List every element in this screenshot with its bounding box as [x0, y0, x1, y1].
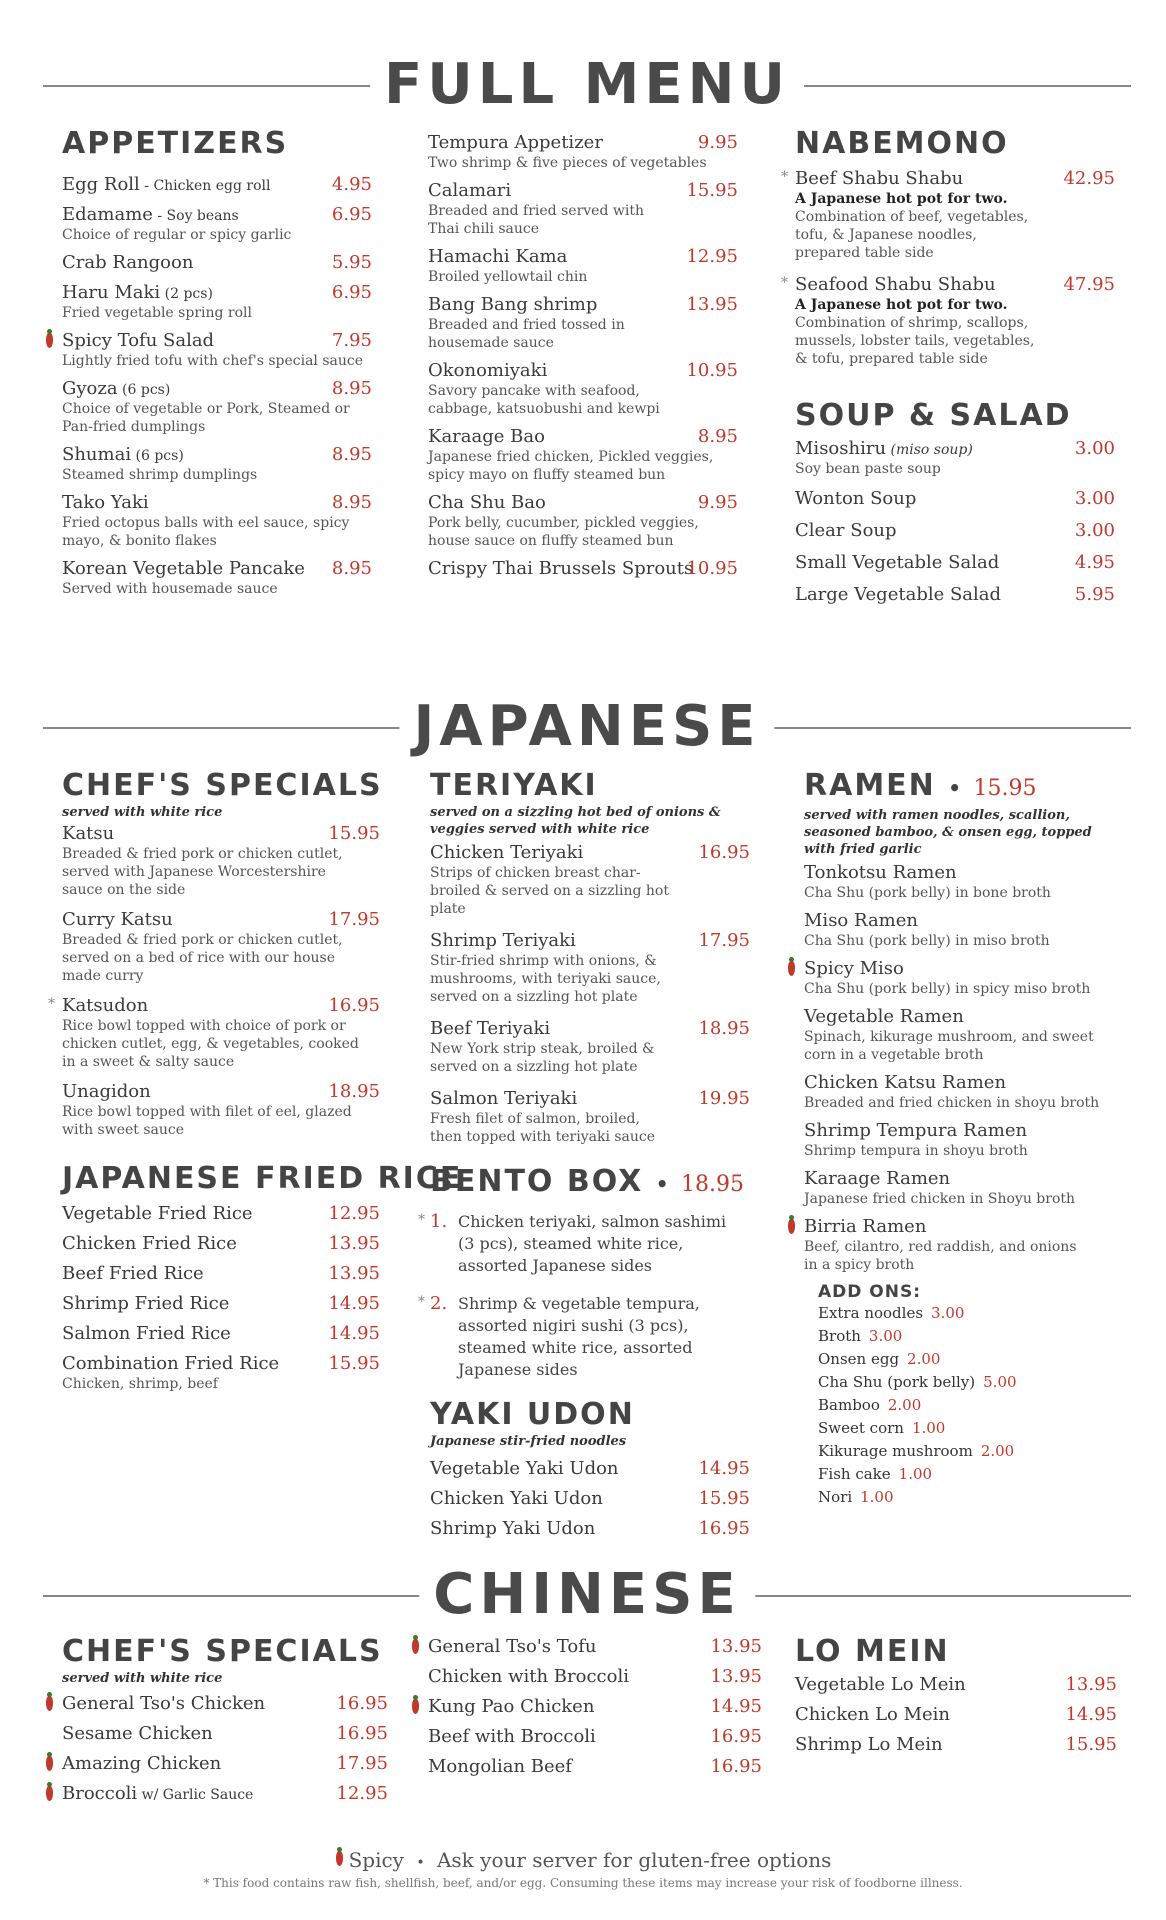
item-price: 10.95 [686, 360, 738, 381]
item-price: 17.95 [698, 930, 750, 951]
item-description: Broiled yellowtail chin [428, 269, 588, 285]
bento-number: 2. [430, 1293, 448, 1314]
item-price: 19.95 [698, 1088, 750, 1109]
item-price: 12.95 [336, 1783, 388, 1804]
bento-item [418, 1293, 750, 1381]
item-description: Pork belly, cucumber, pickled veggies, house sauce on fluffy steamed bun [428, 515, 699, 549]
item-price: 18.95 [328, 1081, 380, 1102]
menu-item: Vegetable Ramen Spinach, kikurage mushroom, and sweet corn in a vegetable broth [804, 1006, 1094, 1063]
menu-item: Vegetable Lo Mein 13.95 [795, 1674, 1117, 1695]
category-title: LO MEIN [795, 1634, 950, 1669]
item-price: 14.95 [1065, 1704, 1117, 1725]
section-title: JAPANESE [399, 692, 774, 762]
item-description: Cha Shu (pork belly) in spicy miso broth [804, 981, 1091, 997]
item-price: 12.95 [328, 1203, 380, 1224]
chili-pepper-icon [788, 1219, 795, 1234]
category-price: 15.95 [973, 776, 1037, 801]
menu-item: Karaage Bao 8.95 Japanese fried chicken, Pickled veggies, spicy mayo on fluffy steamed bun [428, 426, 738, 483]
menu-item: General Tso's Chicken 16.95 [62, 1693, 388, 1715]
menu-item: Amazing Chicken 17.95 [62, 1753, 388, 1775]
item-price: 13.95 [328, 1233, 380, 1254]
category-title: TERIYAKI [430, 768, 598, 803]
item-price: 16.95 [698, 1518, 750, 1539]
appetizers-column-2 [428, 126, 738, 580]
add-ons-list [804, 1282, 1124, 1509]
item-price: 42.95 [1063, 168, 1115, 189]
category-title: APPETIZERS [62, 126, 289, 161]
item-price: 17.95 [328, 909, 380, 930]
category-title: BENTO BOX • 18.95 [430, 1164, 744, 1199]
menu-item: Spicy Tofu Salad 7.95 Lightly fried tofu with chef's special sauce [62, 330, 372, 370]
chinese-entrees-column [428, 1636, 762, 1778]
chili-pepper-icon [336, 1851, 343, 1866]
item-price: 6.95 [331, 282, 372, 303]
menu-item: Chicken Lo Mein 14.95 [795, 1704, 1117, 1725]
item-description: Shrimp tempura in shoyu broth [804, 1143, 1028, 1159]
item-price: 8.95 [331, 444, 372, 465]
menu-item: Calamari 15.95 Breaded and fried served with Thai chili sauce [428, 180, 738, 237]
section-header-full-menu [43, 50, 1131, 120]
menu-item: Cha Shu Bao 9.95 Pork belly, cucumber, pickled veggies, house sauce on fluffy steamed bun [428, 492, 738, 549]
legend [0, 1848, 1166, 1872]
menu-item: Shrimp Tempura Ramen Shrimp tempura in shoyu broth [804, 1120, 1124, 1160]
add-on-item: Cha Shu (pork belly) 5.00 [818, 1373, 1017, 1391]
item-price: 4.95 [1074, 552, 1115, 573]
item-list [62, 174, 372, 598]
menu-item: Chicken Yaki Udon 15.95 [430, 1488, 750, 1509]
item-description: Fried vegetable spring roll [62, 305, 252, 321]
menu-item: Large Vegetable Salad 5.95 [795, 584, 1115, 605]
category-title: CHEF'S SPECIALS [62, 1634, 383, 1669]
category-subtitle: served on a sizzling hot bed of onions & veggies served with white rice [430, 805, 721, 837]
chili-pepper-icon [412, 1699, 419, 1714]
category-title: YAKI UDON [430, 1397, 635, 1432]
item-price: 3.00 [1074, 438, 1115, 459]
item-description: Combination of shrimp, scallops, mussels, lobster tails, vegetables, & tofu, prepared table side [795, 315, 1035, 367]
chili-pepper-icon [788, 961, 795, 976]
section-header-japanese [43, 692, 1131, 762]
menu-item: * Seafood Shabu Shabu 47.95 A Japanese hot pot for two. Combination of shrimp, scallops, mussels, lobster tails, vegetables, & tofu, prepared table side [781, 274, 1115, 367]
menu-item: Chicken Fried Rice 13.95 [62, 1233, 380, 1254]
menu-item: * Beef Shabu Shabu 42.95 A Japanese hot pot for two. Combination of beef, vegetables, tofu, & Japanese noodles, prepared table side [781, 168, 1115, 261]
item-description: Chicken, shrimp, beef [62, 1376, 218, 1392]
add-on-item: Bamboo 2.00 [818, 1396, 922, 1414]
item-description: Cha Shu (pork belly) in bone broth [804, 885, 1051, 901]
item-description: Breaded & fried pork or chicken cutlet, served on a bed of rice with our house made curry [62, 932, 343, 984]
menu-item: Chicken with Broccoli 13.95 [428, 1666, 762, 1687]
section-title: CHINESE [419, 1560, 755, 1630]
nabemono-column [781, 126, 1115, 606]
item-description: Rice bowl topped with choice of pork or chicken cutlet, egg, & vegetables, cooked in a sweet & salty sauce [62, 1018, 359, 1070]
item-description: Served with housemade sauce [62, 581, 278, 597]
chili-pepper-icon [46, 1786, 53, 1801]
item-price: 5.95 [331, 252, 372, 273]
item-description: Breaded and fried tossed in housemade sauce [428, 317, 625, 351]
menu-item: Shrimp Teriyaki 17.95 Stir-fried shrimp with onions, & mushrooms, with teriyaki sauce, served on a sizzling hot plate [430, 930, 750, 1005]
ramen-column [804, 768, 1124, 1509]
menu-item: Okonomiyaki 10.95 Savory pancake with seafood, cabbage, katsuobushi and kewpi [428, 360, 738, 417]
item-description: Steamed shrimp dumplings [62, 467, 258, 483]
lo-mein-column [795, 1634, 1117, 1756]
item-price: 4.95 [331, 174, 372, 195]
category-subtitle: served with white rice [62, 805, 223, 820]
menu-item: Crispy Thai Brussels Sprouts 10.95 [428, 558, 738, 579]
asterisk-icon: * [418, 1294, 425, 1310]
item-description: Japanese fried chicken, Pickled veggies, spicy mayo on fluffy steamed bun [428, 449, 714, 483]
menu-item: Beef Teriyaki 18.95 New York strip steak, broiled & served on a sizzling hot plate [430, 1018, 750, 1075]
category-title: NABEMONO [795, 126, 1009, 161]
item-price: 16.95 [328, 995, 380, 1016]
item-price: 3.00 [1074, 520, 1115, 541]
item-description: Beef, cilantro, red raddish, and onions in a spicy broth [804, 1239, 1077, 1273]
menu-item: Karaage Ramen Japanese fried chicken in Shoyu broth [804, 1168, 1124, 1208]
item-description: Rice bowl topped with filet of eel, glazed with sweet sauce [62, 1104, 352, 1138]
menu-item: Misoshiru (miso soup) 3.00 Soy bean paste soup [795, 438, 1115, 477]
category-title: RAMEN • 15.95 [804, 768, 1037, 803]
item-price: 10.95 [686, 558, 738, 579]
asterisk-icon: * [781, 169, 788, 185]
add-on-item: Onsen egg 2.00 [818, 1350, 941, 1368]
item-price: 8.95 [697, 426, 738, 447]
menu-item: Mongolian Beef 16.95 [428, 1756, 762, 1777]
menu-item: Haru Maki (2 pcs) 6.95 Fried vegetable spring roll [62, 282, 372, 321]
teriyaki-column [418, 768, 750, 1540]
menu-item: Korean Vegetable Pancake 8.95 Served with housemade sauce [62, 558, 372, 597]
menu-item: Egg Roll - Chicken egg roll 4.95 [62, 174, 372, 195]
menu-item: Chicken Teriyaki 16.95 Strips of chicken breast char-broiled & served on a sizzling hot plate [430, 842, 750, 917]
menu-item: Salmon Fried Rice 14.95 [62, 1323, 380, 1344]
add-on-item: Sweet corn 1.00 [818, 1419, 946, 1437]
item-description: Stir-fried shrimp with onions, & mushrooms, with teriyaki sauce, served on a sizzling hot plate [430, 953, 661, 1005]
add-on-item: Broth 3.00 [818, 1327, 903, 1345]
item-price: 3.00 [1074, 488, 1115, 509]
menu-item: Spicy Miso Cha Shu (pork belly) in spicy miso broth [804, 958, 1124, 998]
menu-item: Sesame Chicken 16.95 [62, 1723, 388, 1744]
asterisk-icon: * [418, 1212, 425, 1228]
item-price: 7.95 [331, 330, 372, 351]
asterisk-icon: * [48, 996, 55, 1012]
menu-item: Katsu 15.95 Breaded & fried pork or chicken cutlet, served with Japanese Worcestershire sauce on the side [62, 823, 380, 898]
spicy-label: Spicy [348, 1848, 404, 1872]
menu-item: Unagidon 18.95 Rice bowl topped with filet of eel, glazed with sweet sauce [62, 1081, 380, 1138]
bento-number: 1. [430, 1211, 448, 1232]
item-price: 9.95 [697, 492, 738, 513]
menu-item: Beef with Broccoli 16.95 [428, 1726, 762, 1747]
item-price: 18.95 [698, 1018, 750, 1039]
menu-item: Kung Pao Chicken 14.95 [428, 1696, 762, 1718]
menu-item: Shumai (6 pcs) 8.95 Steamed shrimp dumplings [62, 444, 372, 483]
category-subtitle: served with white rice [62, 1671, 223, 1686]
item-price: 14.95 [710, 1696, 762, 1717]
item-description: Breaded and fried served with Thai chili sauce [428, 203, 644, 237]
item-price: 8.95 [331, 492, 372, 513]
section-header-chinese [43, 1560, 1131, 1630]
item-price: 15.95 [698, 1488, 750, 1509]
item-description: Breaded & fried pork or chicken cutlet, served with Japanese Worcestershire sauce on the side [62, 846, 343, 898]
item-price: 15.95 [686, 180, 738, 201]
add-on-item: Nori 1.00 [818, 1488, 894, 1506]
section-title: FULL MENU [370, 50, 804, 120]
item-price: 12.95 [686, 246, 738, 267]
add-on-item: Fish cake 1.00 [818, 1465, 933, 1483]
menu-item: Chicken Katsu Ramen Breaded and fried chicken in shoyu broth [804, 1072, 1124, 1112]
item-description: Chicken teriyaki, salmon sashimi (3 pcs), steamed white rice, assorted Japanese sides [458, 1212, 727, 1275]
item-description: Breaded and fried chicken in shoyu broth [804, 1095, 1100, 1111]
category-price: 18.95 [681, 1172, 744, 1197]
item-tag: A Japanese hot pot for two. [795, 191, 1008, 207]
disclaimer: * This food contains raw fish, shellfish, beef, and/or egg. Consuming these items may increase your risk of foodborne illness. [203, 1876, 963, 1890]
item-price: 13.95 [710, 1666, 762, 1687]
item-price: 16.95 [336, 1723, 388, 1744]
item-price: 15.95 [328, 823, 380, 844]
menu-item: Clear Soup 3.00 [795, 520, 1115, 541]
item-price: 16.95 [710, 1756, 762, 1777]
item-price: 16.95 [698, 842, 750, 863]
item-price: 8.95 [331, 378, 372, 399]
chili-pepper-icon [46, 1696, 53, 1711]
item-description: Spinach, kikurage mushroom, and sweet corn in a vegetable broth [804, 1029, 1094, 1063]
menu-item: Birria Ramen Beef, cilantro, red raddish, and onions in a spicy broth [804, 1216, 1124, 1274]
item-description: Soy bean paste soup [795, 461, 941, 477]
menu-item: * Katsudon 16.95 Rice bowl topped with choice of pork or chicken cutlet, egg, & vegetables, cooked in a sweet & salty sauce [48, 995, 380, 1070]
bento-item [418, 1211, 750, 1277]
menu-item: Tempura Appetizer 9.95 Two shrimp & five pieces of vegetables [428, 132, 738, 171]
item-price: 14.95 [328, 1323, 380, 1344]
item-price: 8.95 [331, 558, 372, 579]
item-price: 13.95 [710, 1636, 762, 1657]
item-price: 14.95 [328, 1293, 380, 1314]
item-price: 13.95 [1065, 1674, 1117, 1695]
menu-item: Beef Fried Rice 13.95 [62, 1263, 380, 1284]
item-description: Savory pancake with seafood, cabbage, katsuobushi and kewpi [428, 383, 660, 417]
chili-pepper-icon [46, 1756, 53, 1771]
item-description: Shrimp & vegetable tempura, assorted nigiri sushi (3 pcs), steamed white rice, assorted Japanese sides [458, 1294, 700, 1379]
menu-item: Shrimp Yaki Udon 16.95 [430, 1518, 750, 1539]
item-description: Cha Shu (pork belly) in miso broth [804, 933, 1050, 949]
menu-item: Gyoza (6 pcs) 8.95 Choice of vegetable or Pork, Steamed or Pan-fried dumplings [62, 378, 372, 435]
item-description: Strips of chicken breast char-broiled & served on a sizzling hot plate [430, 865, 669, 917]
item-description: Lightly fried tofu with chef's special sauce [62, 353, 364, 369]
asterisk-icon: * [781, 275, 788, 291]
item-description: Fresh filet of salmon, broiled, then topped with teriyaki sauce [430, 1111, 656, 1145]
add-ons-title: ADD ONS: [818, 1282, 922, 1302]
item-description: Choice of regular or spicy garlic [62, 227, 292, 243]
menu-item: Vegetable Fried Rice 12.95 [62, 1203, 380, 1224]
menu-item: General Tso's Tofu 13.95 [428, 1636, 762, 1658]
item-description: Fried octopus balls with eel sauce, spicy mayo, & bonito flakes [62, 515, 350, 549]
menu-item: Miso Ramen Cha Shu (pork belly) in miso broth [804, 910, 1124, 950]
item-tag: A Japanese hot pot for two. [795, 297, 1008, 313]
menu-item: Edamame - Soy beans 6.95 Choice of regular or spicy garlic [62, 204, 372, 243]
item-description: Two shrimp & five pieces of vegetables [428, 155, 707, 171]
menu-item: Broccoli w/ Garlic Sauce 12.95 [62, 1783, 388, 1805]
menu-item: Small Vegetable Salad 4.95 [795, 552, 1115, 573]
item-price: 13.95 [686, 294, 738, 315]
menu-item: Shrimp Lo Mein 15.95 [795, 1734, 1117, 1755]
gluten-free-note: Ask your server for gluten-free options [436, 1848, 832, 1872]
item-description: Japanese fried chicken in Shoyu broth [804, 1191, 1076, 1207]
separator-dot: • [416, 1855, 425, 1871]
add-on-item: Extra noodles 3.00 [818, 1304, 965, 1322]
item-price: 13.95 [328, 1263, 380, 1284]
item-price: 5.95 [1074, 584, 1115, 605]
item-description: Choice of vegetable or Pork, Steamed or Pan-fried dumplings [62, 401, 350, 435]
menu-item: Hamachi Kama 12.95 Broiled yellowtail chin [428, 246, 738, 285]
category-title: JAPANESE FRIED RICE [62, 1161, 463, 1196]
category-title: SOUP & SALAD [795, 398, 1072, 433]
item-price: 17.95 [336, 1753, 388, 1774]
chili-pepper-icon [412, 1639, 419, 1654]
item-description: Combination of beef, vegetables, tofu, & Japanese noodles, prepared table side [795, 209, 1029, 261]
chili-pepper-icon [46, 333, 53, 348]
menu-item: Crab Rangoon 5.95 [62, 252, 372, 273]
item-price: 15.95 [1065, 1734, 1117, 1755]
category-subtitle: served with ramen noodles, scallion, seasoned bamboo, & onsen egg, topped with fried garlic [804, 808, 1092, 857]
menu-item: Salmon Teriyaki 19.95 Fresh filet of salmon, broiled, then topped with teriyaki sauce [430, 1088, 750, 1145]
add-on-item: Kikurage mushroom 2.00 [818, 1442, 1015, 1460]
menu-item: Tako Yaki 8.95 Fried octopus balls with eel sauce, spicy mayo, & bonito flakes [62, 492, 372, 549]
menu-item: Combination Fried Rice 15.95 Chicken, shrimp, beef [62, 1353, 380, 1392]
appetizers-column [62, 126, 372, 598]
item-price: 6.95 [331, 204, 372, 225]
item-price: 16.95 [336, 1693, 388, 1714]
menu-item: Bang Bang shrimp 13.95 Breaded and fried tossed in housemade sauce [428, 294, 738, 351]
menu-item: Wonton Soup 3.00 [795, 488, 1115, 509]
menu-item: Tonkotsu Ramen Cha Shu (pork belly) in bone broth [804, 862, 1124, 902]
menu-item: Curry Katsu 17.95 Breaded & fried pork or chicken cutlet, served on a bed of rice with our house made curry [62, 909, 380, 984]
japanese-chefs-specials-column [48, 768, 463, 1393]
item-price: 16.95 [710, 1726, 762, 1747]
category-subtitle: Japanese stir-fried noodles [430, 1434, 627, 1449]
item-price: 47.95 [1063, 274, 1115, 295]
item-description: New York strip steak, broiled & served on a sizzling hot plate [430, 1041, 655, 1075]
item-price: 9.95 [697, 132, 738, 153]
item-price: 14.95 [698, 1458, 750, 1479]
category-title: CHEF'S SPECIALS [62, 768, 383, 803]
menu-item: Shrimp Fried Rice 14.95 [62, 1293, 380, 1314]
item-price: 15.95 [328, 1353, 380, 1374]
menu-item: Vegetable Yaki Udon 14.95 [430, 1458, 750, 1479]
chinese-chefs-specials-column [62, 1634, 388, 1805]
